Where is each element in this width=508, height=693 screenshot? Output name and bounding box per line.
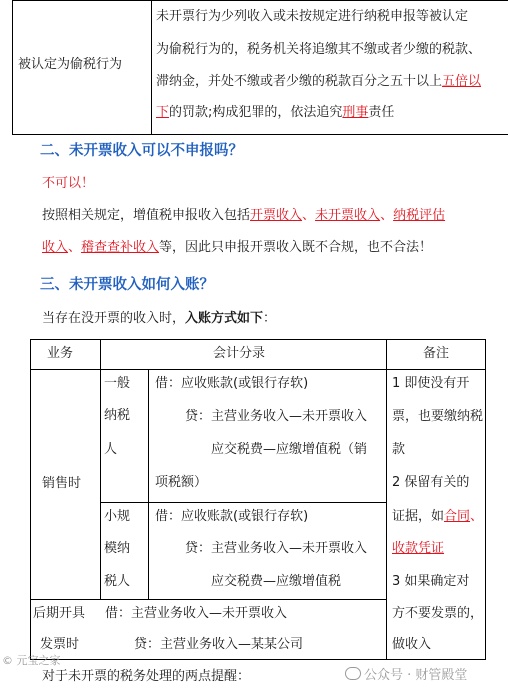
general-entry: 贷：主营业务收入—未开票收入 <box>185 409 368 424</box>
small-entry: 贷：主营业务收入—未开票收入 <box>185 541 368 556</box>
offense-text: 责任 <box>368 105 395 120</box>
general-entry: 应交税费—应缴增值税（销 <box>211 442 368 457</box>
section2-paragraph-line1 <box>42 207 445 225</box>
note-line: 做收入 <box>392 637 432 652</box>
uninvoiced-income-link[interactable]: 未开票收入 <box>315 208 381 223</box>
general-taxpayer-label: 纳税 <box>104 408 131 423</box>
contract-link[interactable]: 合同 <box>444 509 471 524</box>
note-line: 款 <box>392 442 406 457</box>
wechat-icon <box>345 667 361 680</box>
invoiced-income-link[interactable]: 开票收入 <box>250 208 303 223</box>
small-entry: 借：应收账款(或银行存软) <box>155 509 309 524</box>
criminal-link[interactable]: 刑事 <box>342 105 369 120</box>
separator: 、 <box>68 240 82 255</box>
table-border <box>30 659 486 660</box>
separator: 、 <box>470 509 484 524</box>
section2-heading: 二、未开票收入可以不申报吗？ <box>40 143 243 159</box>
table-border <box>30 599 386 600</box>
receipt-link[interactable]: 收款凭证 <box>392 541 445 556</box>
row-label-sales: 销售时 <box>42 476 82 491</box>
later-entry: 贷：主营业务收入—某某公司 <box>134 637 304 652</box>
table-border <box>485 339 486 660</box>
header-entries: 会计分录 <box>213 346 266 361</box>
note-line: 2 保留有关的 <box>392 475 470 490</box>
small-taxpayer-label: 模纳 <box>104 541 131 556</box>
watermark-right <box>345 664 467 683</box>
intro-text: ： <box>263 311 277 326</box>
note-text: 证据，如 <box>392 509 445 524</box>
section3-intro <box>42 310 276 328</box>
small-taxpayer-label: 税人 <box>104 574 131 589</box>
separator: 、 <box>380 208 394 223</box>
small-entry: 应交税费—应缴增值税 <box>211 574 342 589</box>
table-border <box>30 369 486 370</box>
penalty-link[interactable]: 五倍以 <box>442 74 482 89</box>
section2-paragraph-line2 <box>42 239 432 257</box>
table-border <box>148 369 149 600</box>
tax-assessment-link[interactable]: 纳税评估 <box>393 208 446 223</box>
penalty-link-cont[interactable]: 下 <box>156 105 170 120</box>
table-border <box>100 339 101 600</box>
footer-text: 对于未开票的税务处理的两点提醒： <box>42 669 251 684</box>
section3-heading: 三、未开票收入如何入账？ <box>40 277 214 293</box>
tax-assessment-link-cont[interactable]: 收入 <box>42 240 69 255</box>
later-entry: 借：主营业务收入—未开票收入 <box>105 606 288 621</box>
offense-text-line: 未开票行为少列收入或未按规定进行纳税申报等被认定 <box>156 9 469 24</box>
small-taxpayer-label: 小规 <box>104 509 131 524</box>
offense-text: 滞纳金，并处不缴或者少缴的税款百分之五十以上 <box>156 74 443 89</box>
later-label: 发票时 <box>40 637 80 652</box>
note-line: 1 即使没有开 <box>392 376 470 391</box>
offense-text: 的罚款;构成犯罪的，依法追究 <box>169 105 343 120</box>
general-taxpayer-label: 一般 <box>104 376 131 391</box>
table-border <box>386 339 387 660</box>
offense-text-line: 为偷税行为的，税务机关将追缴其不缴或者少缴的税款、 <box>156 42 482 57</box>
offense-label: 被认定为偷税行为 <box>18 57 123 72</box>
table-border-left <box>12 0 13 135</box>
table-border-top <box>12 0 508 1</box>
note-line <box>392 508 483 526</box>
intro-bold: 入账方式如下 <box>185 311 264 326</box>
note-line <box>392 540 444 558</box>
table-border <box>100 502 386 503</box>
paragraph-text: 按照相关规定，增值税申报收入包括 <box>42 208 251 223</box>
audit-income-link[interactable]: 稽查查补收入 <box>81 240 160 255</box>
section2-answer: 不可以！ <box>42 176 95 191</box>
note-line: 3 如果确定对 <box>392 574 470 589</box>
watermark-left: © 元宝之家 <box>2 654 61 667</box>
table-border <box>30 339 31 660</box>
separator: 、 <box>302 208 316 223</box>
table-divider <box>151 0 152 135</box>
note-line: 方不要发票的， <box>392 606 484 621</box>
paragraph-text: 等，因此只申报开票收入既不合规，也不合法！ <box>159 240 433 255</box>
later-label: 后期开具 <box>33 606 86 621</box>
header-business: 业务 <box>47 346 74 361</box>
watermark-text: 公众号 · 财管殿堂 <box>364 668 468 683</box>
general-entry: 项税额） <box>155 475 208 490</box>
intro-text: 当存在没开票的收入时， <box>42 311 186 326</box>
table-border-bottom <box>12 134 508 135</box>
header-notes: 备注 <box>423 346 450 361</box>
general-taxpayer-label: 人 <box>104 442 118 457</box>
offense-text-line <box>156 104 394 122</box>
general-entry: 借：应收账款(或银行存软) <box>155 376 309 391</box>
note-line: 票，也要缴纳税 <box>392 409 484 424</box>
table-border <box>30 339 486 340</box>
offense-text-line <box>156 73 481 91</box>
